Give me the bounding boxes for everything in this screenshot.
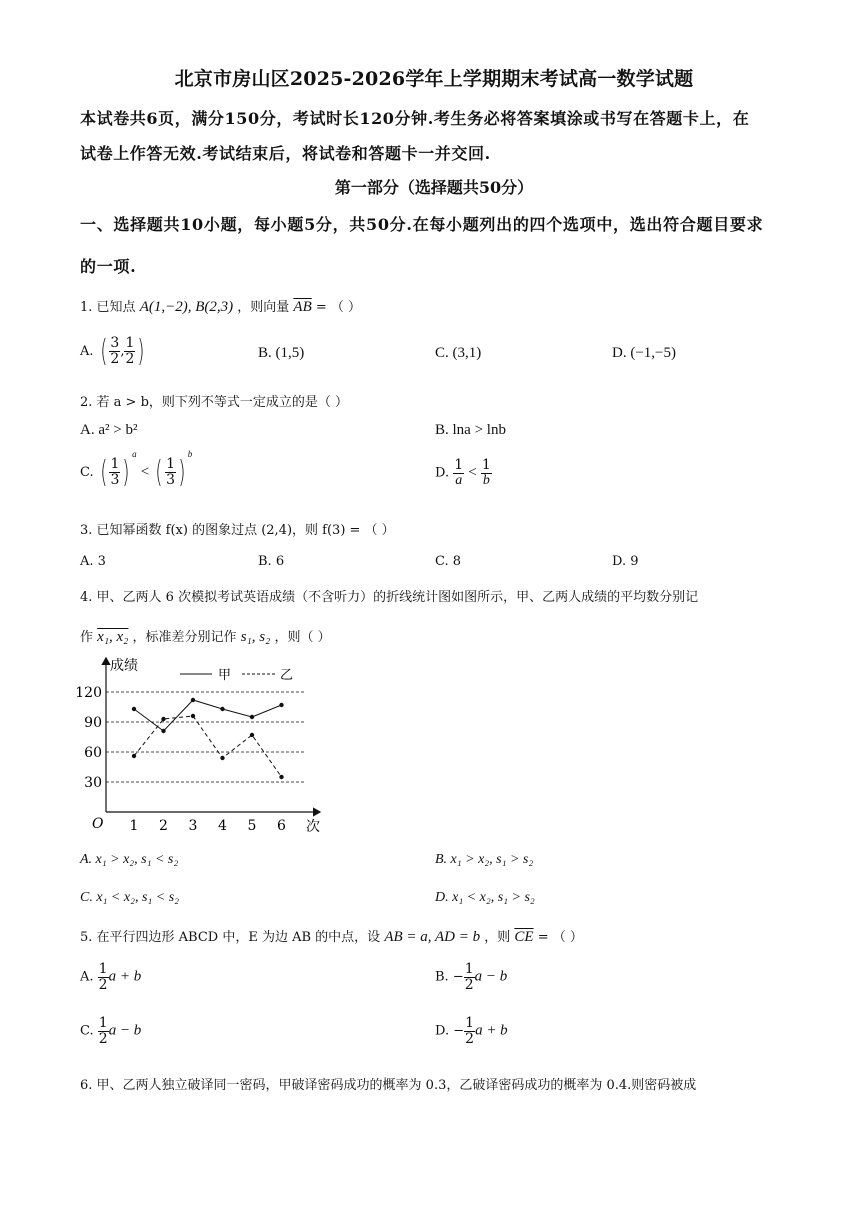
question-3-option-c[interactable]: C. 8	[435, 554, 462, 569]
data-point-yi-4	[220, 756, 224, 760]
data-point-jia-6	[279, 703, 283, 707]
question-4-option-b[interactable]: B. x₁ > x₂, s₁ > s₂	[435, 852, 534, 867]
intro-line-1: 本试卷共6页，满分150分，考试时长120分钟.考生务必将答案填涂或书写在答题卡上，在	[80, 109, 750, 128]
question-5-option-c[interactable]: C. $\frac{1}{2}$ a − b	[80, 1015, 142, 1047]
question-1-option-c[interactable]: C. (3,1)	[435, 345, 482, 361]
origin-label: O	[92, 816, 104, 832]
section-line-1: 一、选择题共10小题，每小题5分，共50分.在每小题列出的四个选项中，选出符合题目要求	[80, 215, 764, 234]
question-1-mid: ，则向量	[237, 300, 290, 315]
data-point-jia-3	[191, 698, 195, 702]
question-1-option-b[interactable]: B. (1,5)	[258, 345, 305, 361]
x-tick-label-6: 6	[277, 818, 286, 834]
question-3-option-a[interactable]: A. 3	[80, 554, 106, 569]
data-point-jia-4	[220, 707, 224, 711]
score-line-chart	[75, 650, 352, 840]
question-4-stem-line-2: 作 x₁, x₂ ，标准差分别记作 s₁, s₂ ，则（ ）	[80, 629, 331, 645]
series-line-jia	[134, 700, 282, 731]
question-3-option-d[interactable]: D. 9	[612, 554, 639, 569]
x-tick-label-1: 1	[129, 818, 139, 834]
question-4-stem-line-1: 4. 甲、乙两人 6 次模拟考试英语成绩（不含听力）的折线统计图如图所示，甲、乙两人成绩的平均数分别记	[80, 590, 699, 605]
question-3-stem: 3. 已知幂函数 f(x) 的图象过点 (2,4)，则 f(3) = （ ）	[80, 523, 395, 538]
question-2-option-b[interactable]: B. lna > lnb	[435, 422, 506, 438]
question-3-option-b[interactable]: B. 6	[258, 554, 285, 569]
section-line-2: 的一项.	[80, 257, 137, 276]
y-tick-label-60: 60	[84, 745, 102, 761]
question-2-option-a[interactable]: A. a² > b²	[80, 422, 138, 438]
question-4-option-c[interactable]: C. x₁ < x₂, s₁ < s₂	[80, 890, 180, 905]
question-5-stem: 5. 在平行四边形 ABCD 中，E 为边 AB 的中点，设 AB = a, AD = b ，则 $\overline{CE}$ = （ ）	[80, 929, 583, 945]
part-title: 第一部分（选择题共50分）	[334, 178, 534, 197]
legend-label-jia: 甲	[218, 668, 232, 683]
question-1-option-a[interactable]: A. ( $\frac{3}{2}$ , $\frac{1}{2}$ )	[80, 334, 145, 369]
legend-label-yi: 乙	[280, 668, 294, 683]
data-point-yi-1	[132, 754, 136, 758]
x-tick-label-4: 4	[218, 818, 227, 834]
question-5-option-a[interactable]: A. $\frac{1}{2}$ a + b	[80, 961, 142, 993]
x-tick-label-3: 3	[188, 818, 198, 834]
question-5-option-b[interactable]: B. − $\frac{1}{2}$ a − b	[435, 961, 508, 993]
option-label: A.	[80, 344, 94, 359]
question-1-vector: $\overline{AB}$	[293, 299, 312, 315]
chart-legend	[180, 668, 293, 683]
data-point-yi-5	[250, 733, 254, 737]
question-1-points: A(1,−2), B(2,3)	[139, 299, 234, 315]
y-axis-label: 成绩	[110, 658, 138, 674]
data-point-jia-2	[161, 729, 165, 733]
data-point-jia-5	[250, 715, 254, 719]
y-tick-label-30: 30	[84, 775, 102, 791]
question-5-option-d[interactable]: D. − $\frac{1}{2}$ a + b	[435, 1015, 508, 1047]
question-4-option-a[interactable]: A. x₁ > x₂, s₁ < s₂	[80, 852, 179, 867]
question-2-option-c[interactable]: C. ( $\frac{1}{3}$ )$^a$ < ( $\frac{1}{3}$ )$^b$	[80, 448, 193, 490]
x-tick-label-2: 2	[159, 818, 168, 834]
data-point-jia-1	[132, 707, 136, 711]
question-1-prefix: 1. 已知点	[80, 300, 136, 315]
question-2-stem: 2. 若 a > b，则下列不等式一定成立的是（ ）	[80, 395, 349, 410]
question-2-option-d[interactable]: D. $\frac{1}{a}$ < $\frac{1}{b}$	[435, 457, 491, 488]
x-tick-label-5: 5	[247, 818, 257, 834]
question-1-suffix: = （ ）	[315, 300, 362, 315]
data-point-yi-3	[191, 714, 195, 718]
x-axis-label: 次	[306, 819, 320, 835]
y-tick-label-90: 90	[84, 715, 102, 731]
question-4-option-d[interactable]: D. x₁ < x₂, s₁ > s₂	[435, 890, 535, 905]
y-tick-label-120: 120	[75, 685, 102, 701]
question-6-stem: 6. 甲、乙两人独立破译同一密码，甲破译密码成功的概率为 0.3，乙破译密码成功的概率为 0.4.则密码被成	[80, 1078, 697, 1093]
question-1-stem	[80, 296, 361, 316]
data-point-yi-2	[161, 717, 165, 721]
page-title: 北京市房山区2025-2026学年上学期期末考试高一数学试题	[174, 68, 694, 90]
intro-line-2: 试卷上作答无效.考试结束后，将试卷和答题卡一并交回.	[80, 144, 491, 163]
question-1-option-d[interactable]: D. (−1,−5)	[612, 345, 676, 361]
data-point-yi-6	[279, 775, 283, 779]
